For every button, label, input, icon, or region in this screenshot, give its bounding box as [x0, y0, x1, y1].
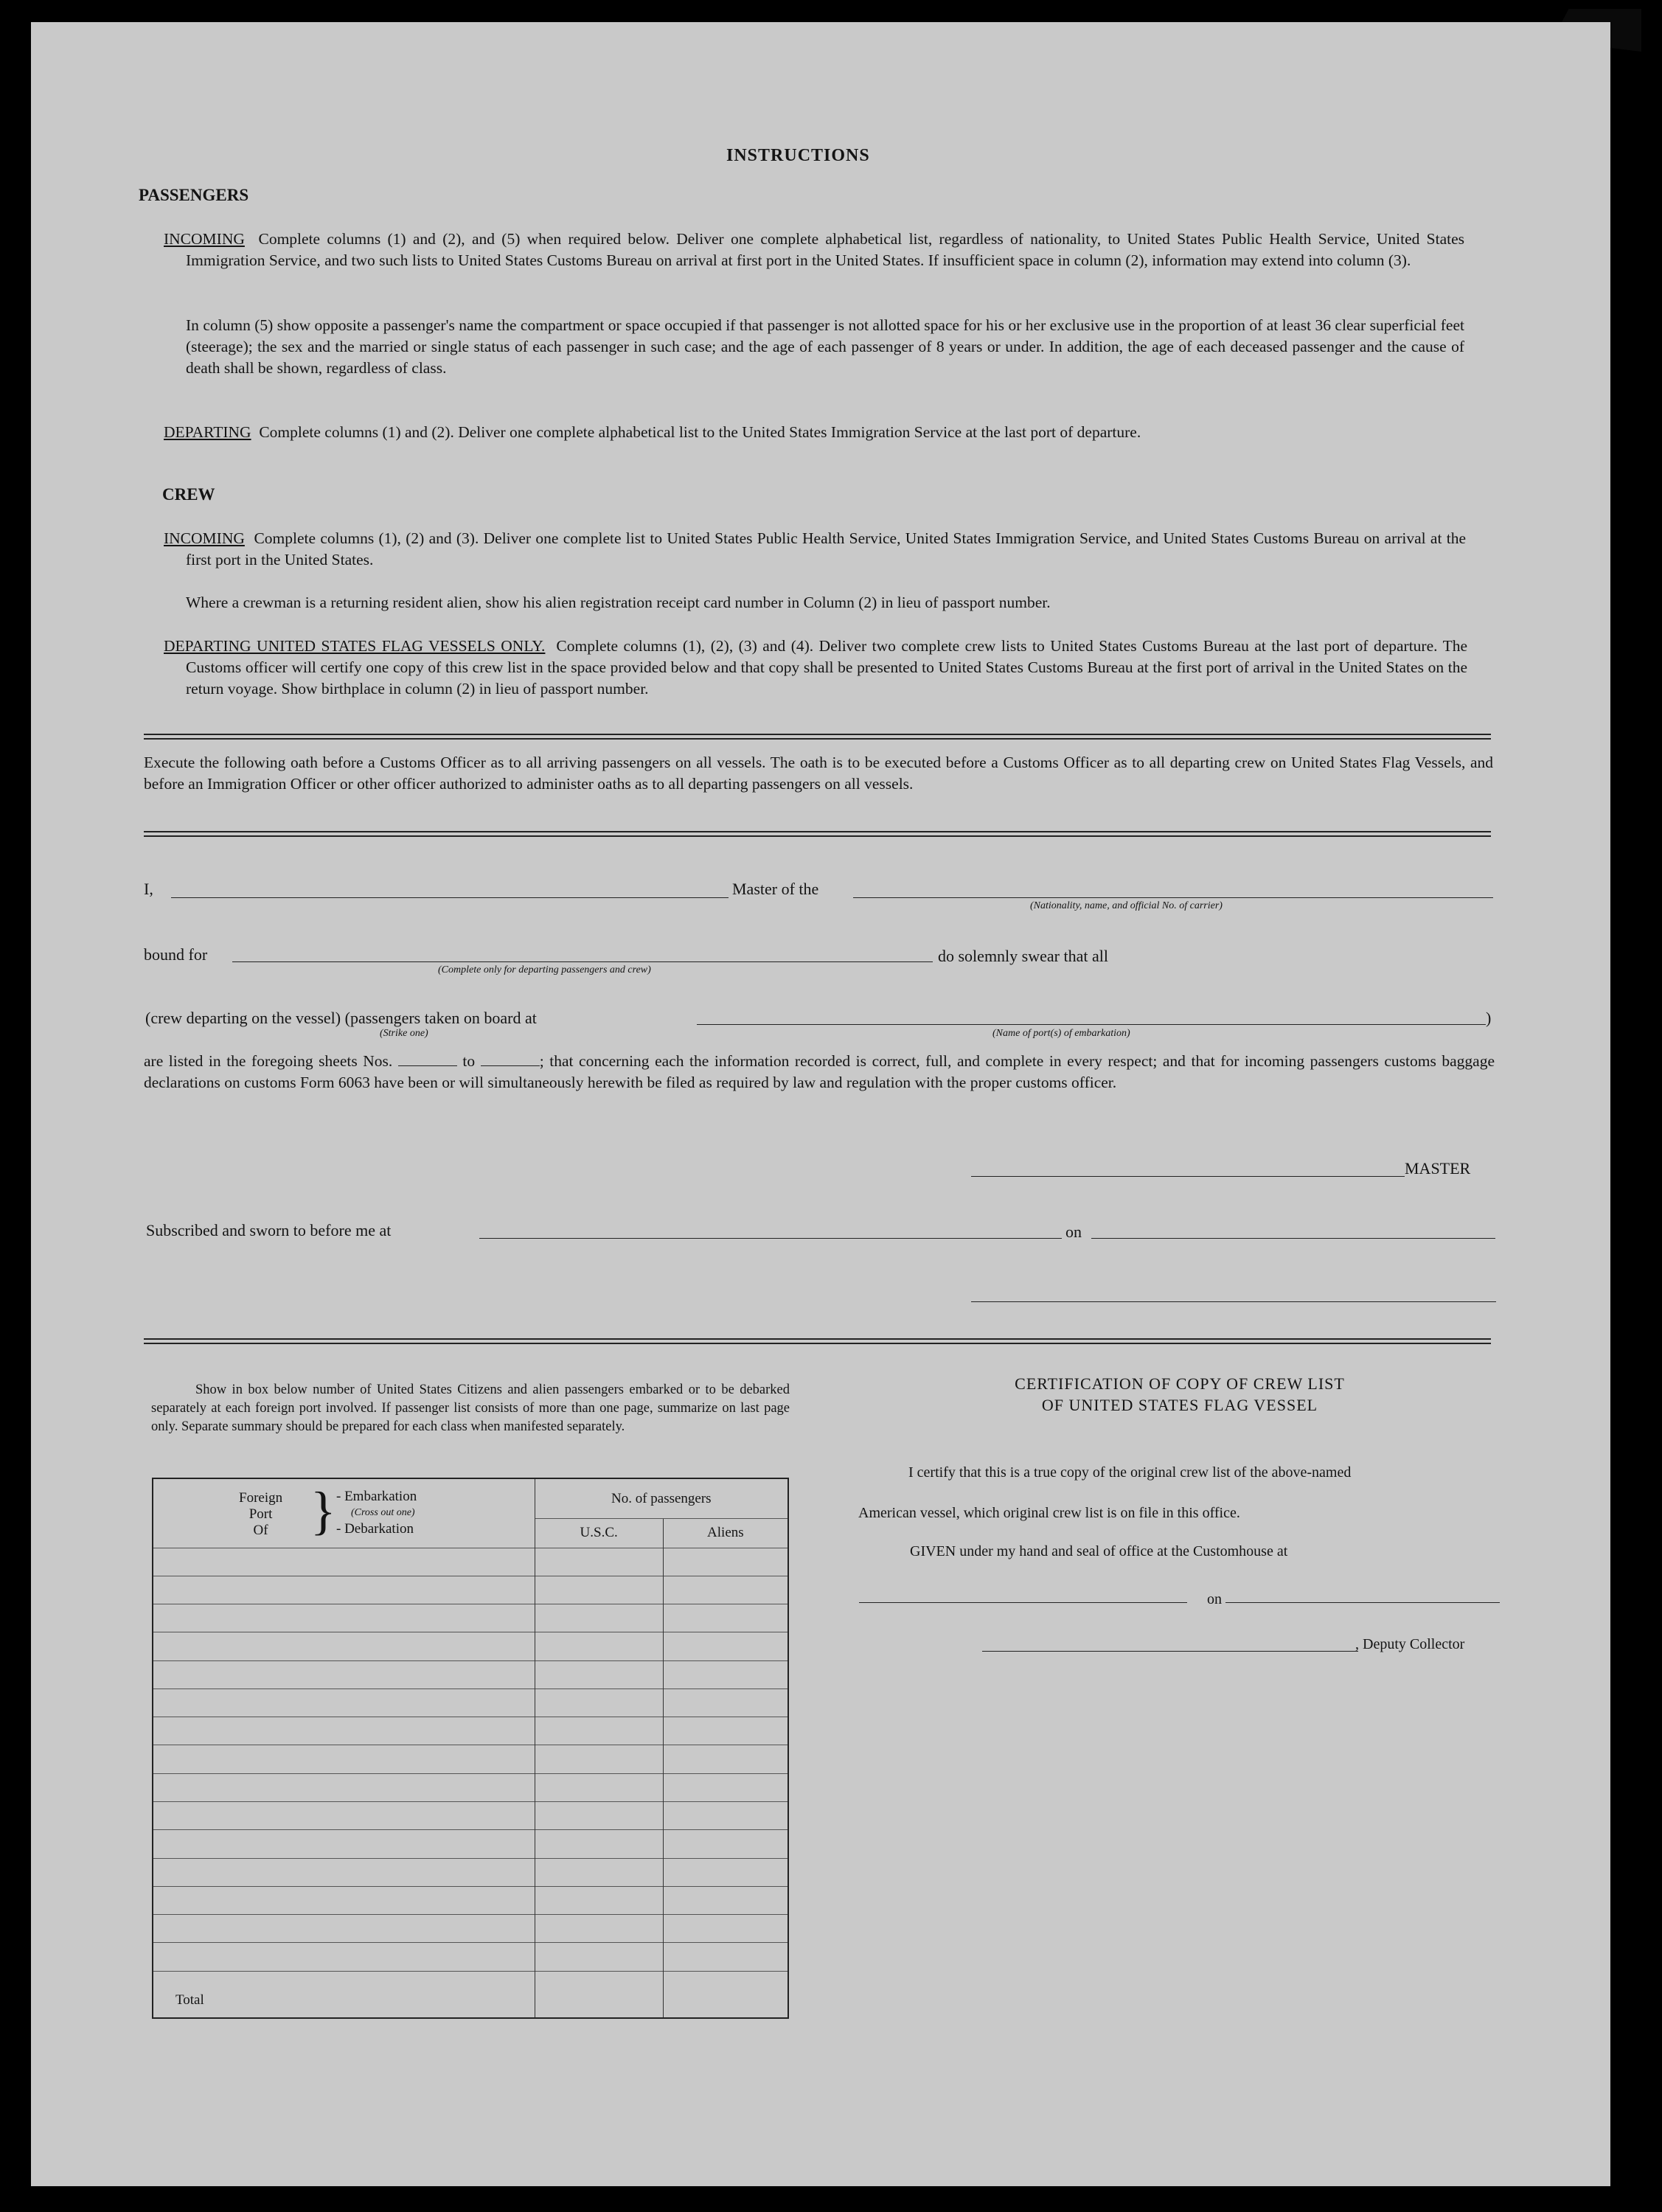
sworn-place-field[interactable] [479, 1238, 1062, 1239]
usc-header: U.S.C. [535, 1519, 663, 1548]
certify-on-label: on [1207, 1591, 1222, 1607]
passengers-heading: PASSENGERS [139, 186, 249, 204]
crew-departing-label: DEPARTING UNITED STATES FLAG VESSELS ONLY. [164, 637, 546, 655]
divider [144, 1338, 1491, 1344]
total-usc-cell[interactable] [535, 1971, 663, 2018]
certify-line-3: GIVEN under my hand and seal of office at the Customhouse at [910, 1543, 1288, 1559]
port-label: Port [248, 1506, 273, 1523]
passengers-column5 [186, 315, 1464, 379]
page-title: INSTRUCTIONS [726, 146, 870, 165]
passengers-column5-text: In column (5) show opposite a passenger's name the compartment or space occupied if that passenger is not allotted space for his or her exclusive use in the proportion of at least 36 clear superficial feet (steerage); the sex and the married or single status of each passenger in such case; and the age of each passenger of 8 years or under. In addition, the age of each deceased passenger and the cause of death shall be shown, regardless of class. [186, 316, 1464, 377]
certify-line-2: American vessel, which original crew list is on file in this office. [858, 1505, 1240, 1521]
master-name-field[interactable] [171, 897, 729, 898]
table-row[interactable] [153, 1773, 788, 1801]
table-row[interactable] [153, 1801, 788, 1829]
crew-alien-text: Where a crewman is a returning resident alien, show his alien registration receipt card number in Column (2) in lieu of passport number. [186, 594, 1051, 611]
brace: } [310, 1481, 336, 1541]
crew-alien-note [186, 592, 1466, 613]
certify-date-field[interactable] [1225, 1602, 1500, 1603]
table-row[interactable] [153, 1830, 788, 1858]
crew-departing-flag [164, 636, 1467, 700]
crew-incoming-label: INCOMING [164, 529, 245, 547]
cross-out-label: (Cross out one) [351, 1507, 415, 1519]
sheet-from-field[interactable] [398, 1065, 457, 1066]
officer-signature-field[interactable] [971, 1301, 1496, 1302]
box-instruction-text: Show in box below number of United States Citizens and alien passengers embarked or to be debarked separately at each foreign port involved. If passenger list consists of more than one page, summarize on last page only. Separate summary should be prepared for each class when manifested separately. [151, 1382, 790, 1434]
sworn-date-field[interactable] [1091, 1238, 1495, 1239]
table-row[interactable] [153, 1660, 788, 1688]
total-aliens-cell[interactable] [663, 1971, 788, 2018]
strike-caption: (Strike one) [380, 1028, 428, 1039]
box-instruction [151, 1381, 790, 1436]
crew-departing-text: (crew departing on the vessel) (passengers taken on board at [145, 1009, 537, 1027]
carrier-field[interactable] [853, 897, 1493, 898]
ports-caption: (Name of port(s) of embarkation) [992, 1028, 1130, 1039]
oath-i: I, [144, 880, 153, 898]
table-row[interactable] [153, 1745, 788, 1773]
certification-title-line2: OF UNITED STATES FLAG VESSEL [1041, 1396, 1318, 1414]
oath-instruction-text: Execute the following oath before a Customs Officer as to all arriving passengers on all vessels. The oath is to be executed before a Customs Officer as to all departing crew on United States Flag Vessels, and before an Immigration Officer or other officer authorized to administer oaths as to all departing passengers on all vessels. [144, 754, 1493, 793]
bound-for-label: bound for [144, 945, 208, 964]
table-row[interactable] [153, 1886, 788, 1914]
bound-for-caption: (Complete only for departing passengers and crew) [438, 964, 651, 975]
table-row[interactable] [153, 1604, 788, 1632]
table-row[interactable] [153, 1943, 788, 1971]
sheets-to: to [462, 1052, 476, 1070]
passengers-incoming [164, 229, 1464, 271]
foreign-label: Foreign [239, 1490, 283, 1506]
table-row[interactable] [153, 1858, 788, 1886]
table-row[interactable] [153, 1915, 788, 1943]
certification-title [885, 1373, 1475, 1416]
passengers-departing [164, 422, 1464, 443]
subscribed-label: Subscribed and sworn to before me at [146, 1221, 392, 1239]
passengers-departing-text: Complete columns (1) and (2). Deliver one complete alphabetical list to the United States Immigration Service at the last port of departure. [259, 423, 1141, 441]
master-of-the-label: Master of the [732, 880, 819, 898]
sheets-text-b: ; that concerning each the information recorded is correct, full, and complete in every respect; and that for incoming passengers customs baggage declarations on customs Form 6063 have been or will simultaneously herewith be filed as required by law and regulation with the proper customs officer. [144, 1052, 1495, 1091]
embarkation-label: - Embarkation [336, 1489, 417, 1505]
debarkation-label: - Debarkation [336, 1521, 414, 1537]
table-row[interactable] [153, 1717, 788, 1745]
divider [144, 831, 1491, 837]
table-row[interactable] [153, 1632, 788, 1660]
total-row [153, 1971, 788, 2018]
sheets-text-a: are listed in the foregoing sheets Nos. [144, 1052, 393, 1070]
table-row[interactable] [153, 1548, 788, 1576]
total-label: Total [153, 1971, 535, 2018]
carrier-caption: (Nationality, name, and official No. of carrier) [1030, 900, 1223, 911]
customhouse-field[interactable] [859, 1602, 1187, 1603]
close-paren: ) [1486, 1009, 1492, 1027]
master-signature-field[interactable] [971, 1176, 1405, 1177]
oath-instruction [144, 752, 1493, 795]
sheet-to-field[interactable] [481, 1065, 540, 1066]
passengers-incoming-text: Complete columns (1) and (2), and (5) when required below. Deliver one complete alphabetical list, regardless of nationality, to United States Public Health Service, United States Immigration Service, and two such lists to United States Customs Bureau on arrival at first port in the United States. If insufficient space in column (2), information may extend into column (3). [186, 230, 1465, 269]
sheets-paragraph [144, 1051, 1495, 1093]
deputy-collector-label: , Deputy Collector [1355, 1636, 1465, 1652]
passengers-departing-label: DEPARTING [164, 423, 251, 441]
ports-summary-table [152, 1478, 789, 2019]
crew-heading: CREW [162, 485, 215, 504]
divider [144, 734, 1491, 740]
embarkation-ports-field[interactable] [697, 1024, 1486, 1025]
certify-line-1: I certify that this is a true copy of the original crew list of the above-named [908, 1464, 1352, 1481]
table-row[interactable] [153, 1688, 788, 1717]
aliens-header: Aliens [663, 1519, 788, 1548]
crew-departing-text: Complete columns (1), (2), (3) and (4). Deliver two complete crew lists to United States Customs Bureau at the last port of departure. The Customs officer will certify one copy of this crew list in the space provided below and that copy shall be presented to United States Customs Bureau at the first port of arrival in the United States on the return voyage. Show birthplace in column (2) in lieu of passport number. [186, 637, 1468, 698]
of-label: Of [253, 1523, 268, 1539]
port-header-cell [153, 1478, 535, 1548]
swear-text: do solemnly swear that all [938, 947, 1108, 965]
table-row[interactable] [153, 1576, 788, 1604]
master-label: MASTER [1405, 1159, 1471, 1178]
crew-incoming [164, 528, 1466, 571]
no-passengers-header: No. of passengers [535, 1478, 788, 1519]
sworn-on-label: on [1065, 1222, 1082, 1241]
bound-for-field[interactable] [232, 961, 933, 962]
deputy-signature-field[interactable] [982, 1651, 1358, 1652]
passengers-incoming-label: INCOMING [164, 230, 245, 248]
certification-title-line1: CERTIFICATION OF COPY OF CREW LIST [1015, 1374, 1345, 1393]
crew-incoming-text: Complete columns (1), (2) and (3). Deliver one complete list to United States Public Health Service, United States Immigration Service, and United States Customs Bureau on arrival at the first port in the United States. [186, 529, 1466, 568]
